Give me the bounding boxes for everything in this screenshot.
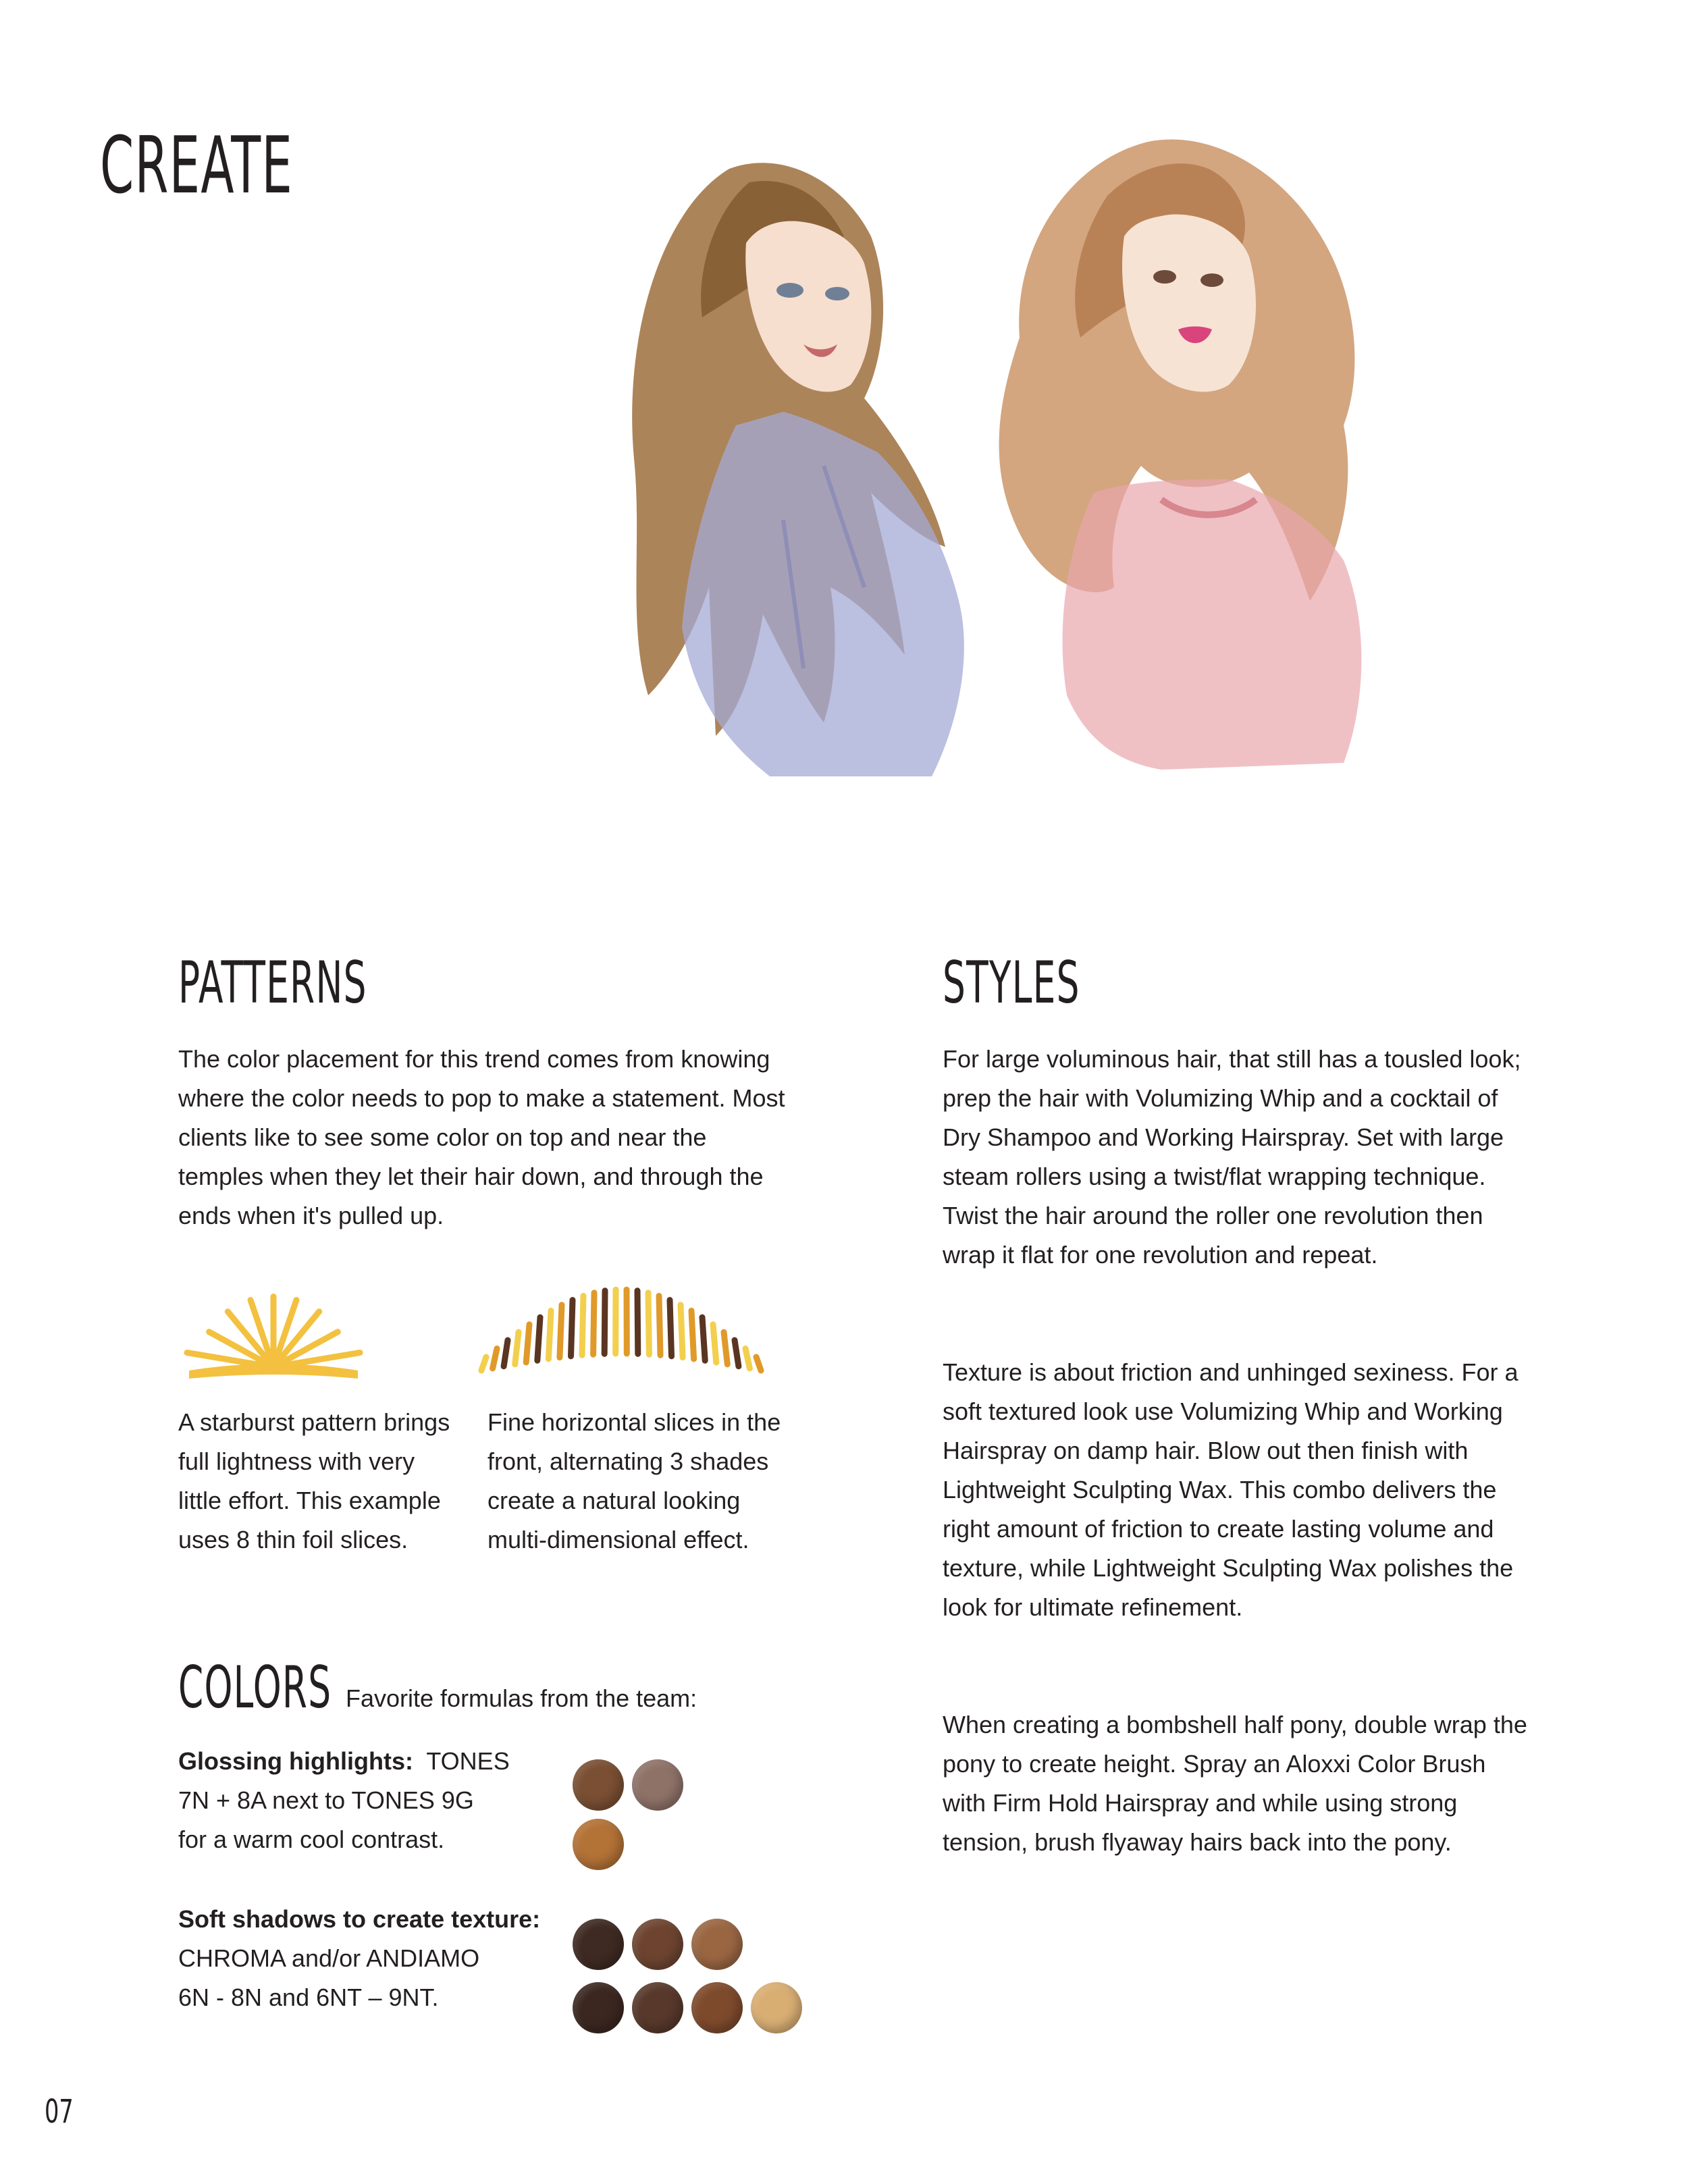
- slice-stroke: [571, 1300, 573, 1356]
- slice-stroke: [735, 1340, 739, 1366]
- color-swatch: [691, 1919, 743, 1970]
- illustration-woman-right: [999, 140, 1362, 770]
- slice-stroke: [724, 1332, 727, 1364]
- slice-stroke: [648, 1293, 649, 1354]
- slice-stroke: [745, 1349, 749, 1368]
- color-swatch: [632, 1759, 683, 1811]
- patterns-body: The color placement for this trend comes from knowing where the color needs to pop to make a statement. Most clients like to see some color on top and near the temples when they let their hair down, and through the ends when it's pulled up.: [178, 1045, 785, 1229]
- slice-stroke: [526, 1325, 529, 1362]
- slice-stroke: [681, 1305, 683, 1358]
- formula-line-1-rest: TONES: [426, 1747, 510, 1775]
- color-swatch: [573, 1919, 624, 1970]
- slice-strokes: [481, 1289, 761, 1370]
- starburst-caption: A starburst pattern brings full lightness with very little effort. This example uses 8 thin foil slices.: [178, 1408, 450, 1553]
- color-swatch: [691, 1982, 743, 2033]
- colors-heading: COLORS: [178, 1654, 332, 1722]
- page-title: CREATE: [100, 120, 294, 211]
- color-swatch: [573, 1759, 624, 1811]
- slice-stroke: [756, 1357, 761, 1370]
- slice-stroke: [582, 1296, 583, 1356]
- styles-paragraph: For large voluminous hair, that still has a tousled look; prep the hair with Volumizing Whip and a cocktail of Dry Shampoo and Working Hairspray. Set with large steam rollers using a twist/flat wrapping technique. Twist the hair around the roller one revolution then wrap it flat for one revolution and repeat.: [943, 1045, 1521, 1269]
- patterns-heading: PATTERNS: [178, 949, 367, 1017]
- starburst-rays: [187, 1297, 360, 1379]
- formula-line-1: [178, 1742, 583, 1781]
- page-number: 07: [45, 2093, 74, 2131]
- color-swatch: [751, 1982, 802, 2033]
- formula-line-1: [178, 1900, 583, 1939]
- starburst-pattern-illustration: [176, 1276, 371, 1384]
- formula-line-3: 6N - 8N and 6NT – 9NT.: [178, 1983, 439, 2011]
- starburst-base: [189, 1364, 358, 1379]
- formula-line-3: for a warm cool contrast.: [178, 1826, 445, 1853]
- slice-stroke: [493, 1349, 497, 1368]
- formula-label: Soft shadows to create texture:: [178, 1905, 541, 1933]
- formula-glossing-highlights: [178, 1742, 583, 1859]
- styles-paragraph: Texture is about friction and unhinged sexiness. For a soft textured look use Volumizing Whip and Working Hairspray on damp hair. Blow out then finish with Lightweight Sculpting Wax. This combo delivers the right amount of friction to create lasting volume and texture, while Lightweight Sculpting Wax polishes the look for ultimate refinement.: [943, 1358, 1519, 1621]
- slice-stroke: [713, 1325, 716, 1362]
- formula-label: Glossing highlights:: [178, 1747, 413, 1775]
- color-swatch: [632, 1919, 683, 1970]
- colors-subtitle: Favorite formulas from the team:: [346, 1684, 697, 1712]
- slice-stroke: [659, 1296, 660, 1356]
- slice-stroke: [515, 1332, 519, 1364]
- illustration-woman-left: [632, 163, 964, 776]
- slices-caption: Fine horizontal slices in the front, alternating 3 shades create a natural looking multi-dimensional effect.: [487, 1408, 781, 1553]
- formula-soft-shadows: [178, 1900, 583, 2017]
- styles-paragraph: When creating a bombshell half pony, double wrap the pony to create height. Spray an Aloxxi Color Brush with Firm Hold Hairspray and while using strong tension, brush flyaway hairs back into the pony.: [943, 1711, 1527, 1856]
- slice-stroke: [691, 1311, 694, 1359]
- slice-stroke: [560, 1305, 562, 1358]
- color-swatch: [632, 1982, 683, 2033]
- slice-stroke: [537, 1317, 540, 1360]
- slice-stroke: [637, 1291, 638, 1354]
- styles-heading: STYLES: [943, 949, 1080, 1017]
- horizontal-slices-illustration: [473, 1276, 770, 1397]
- slice-stroke: [702, 1317, 705, 1360]
- slice-stroke: [548, 1311, 551, 1359]
- formula-line-2: 7N + 8A next to TONES 9G: [178, 1786, 474, 1814]
- slice-stroke: [481, 1357, 486, 1370]
- color-swatch: [573, 1819, 624, 1870]
- formula-line-2: CHROMA and/or ANDIAMO: [178, 1944, 480, 1972]
- slice-stroke: [604, 1291, 605, 1354]
- hair-illustrations: [581, 115, 1458, 783]
- slice-stroke: [670, 1300, 672, 1356]
- slice-stroke: [504, 1340, 508, 1366]
- color-swatch: [573, 1982, 624, 2033]
